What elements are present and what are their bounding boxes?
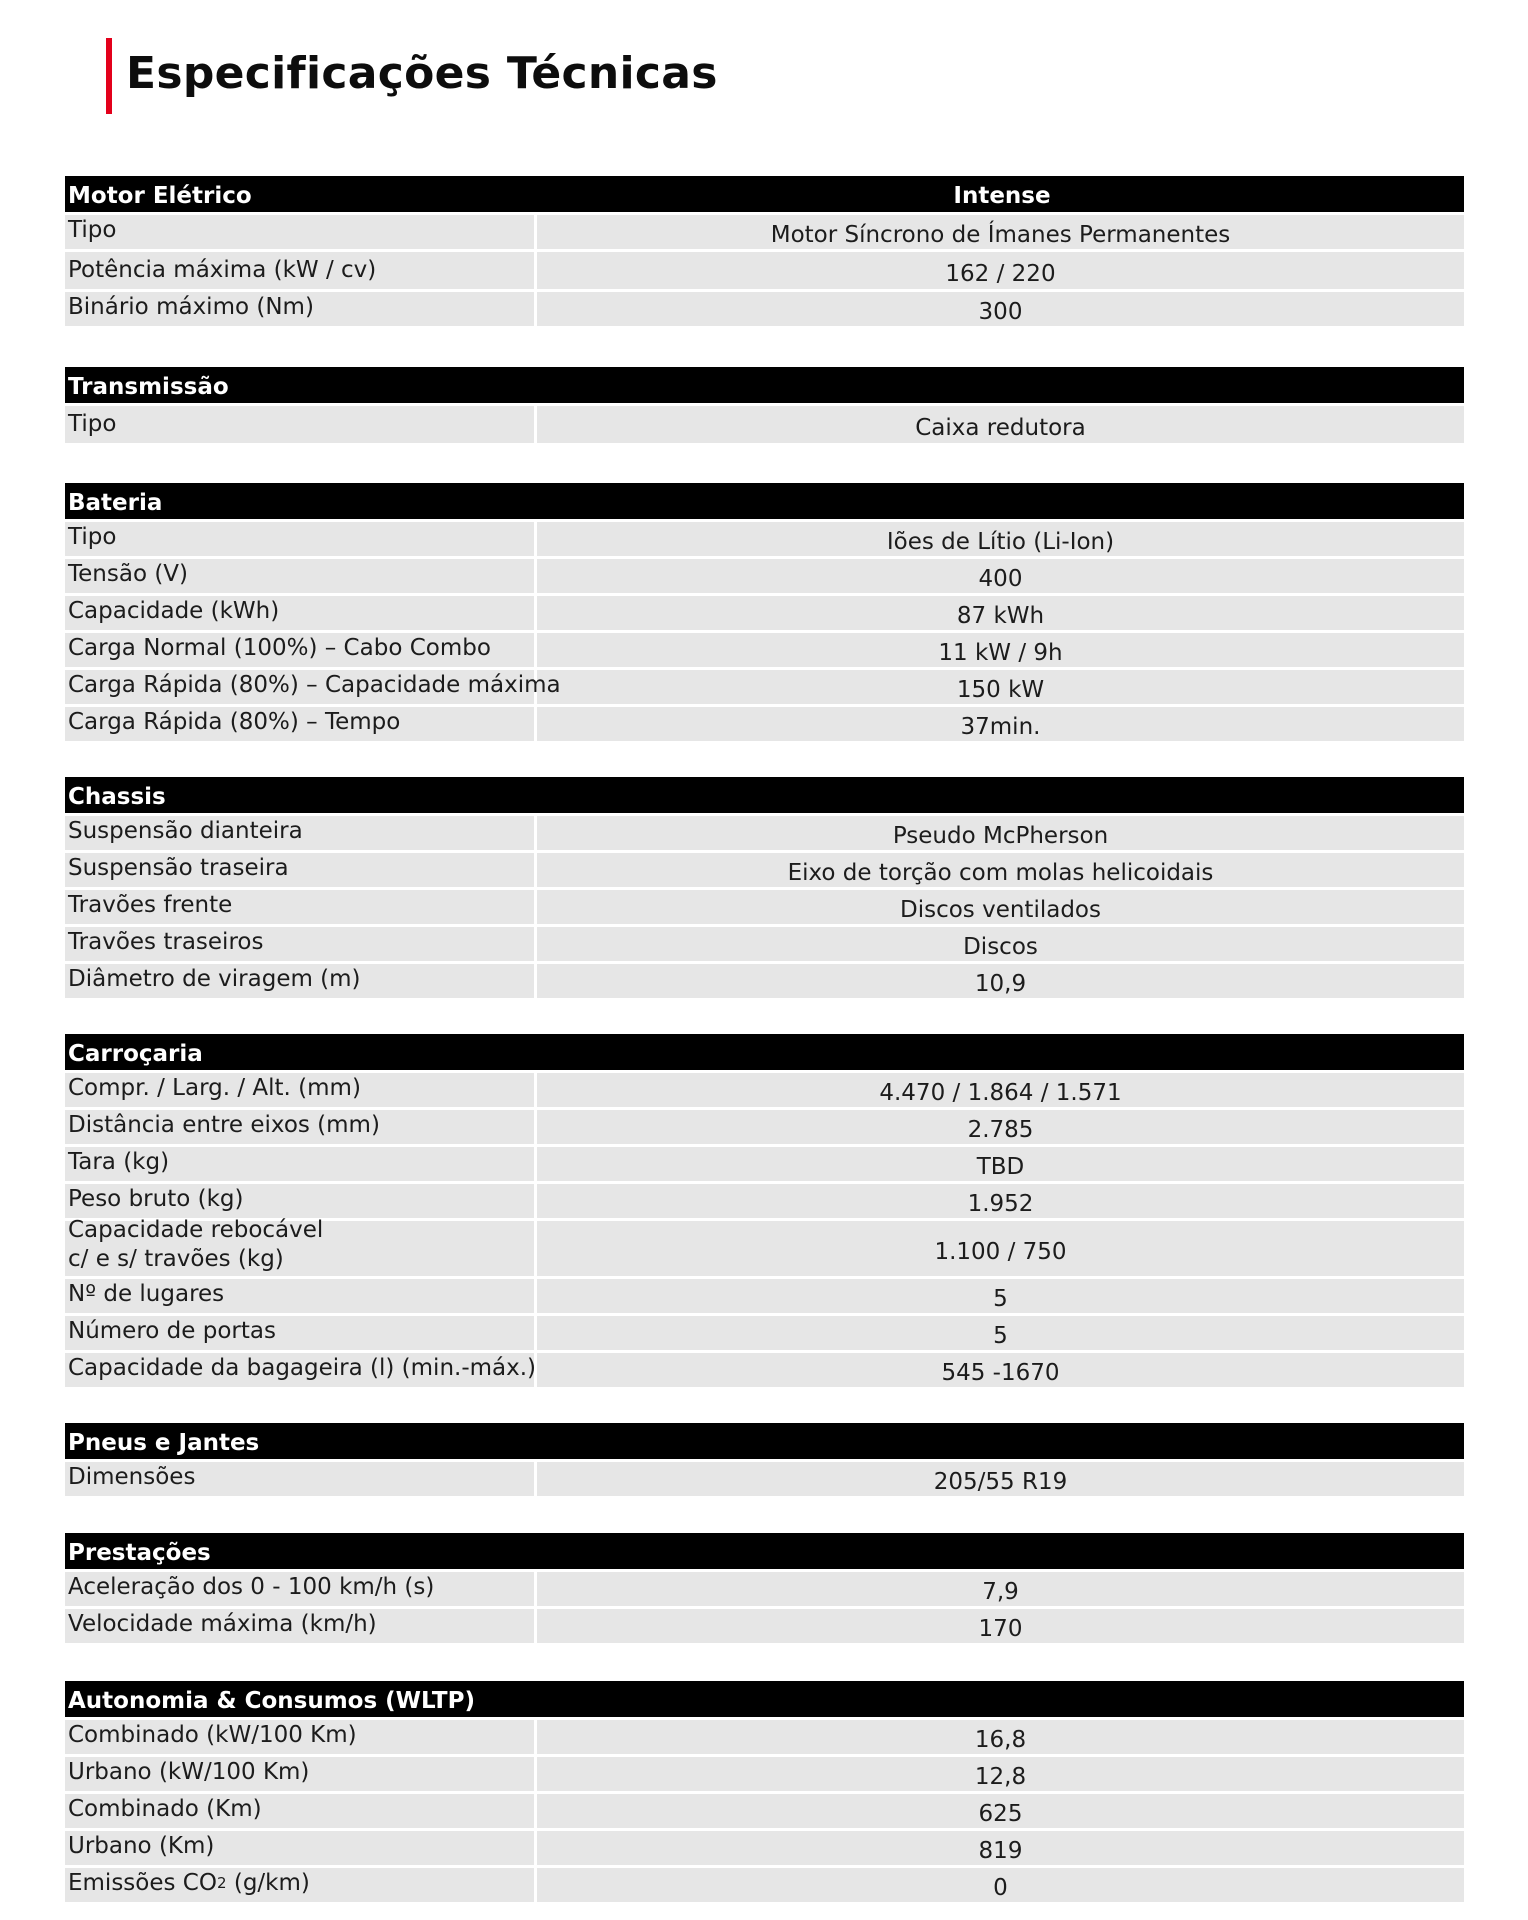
spec-row — [65, 403, 1464, 443]
spec-row — [65, 667, 1464, 704]
spec-row — [65, 1218, 1464, 1276]
spec-row — [65, 887, 1464, 924]
spec-value: 1.952 — [967, 1191, 1034, 1217]
spec-value: 2.785 — [967, 1117, 1034, 1143]
spec-label: Dimensões — [65, 1462, 537, 1496]
spec-label: Potência máxima (kW / cv) — [65, 252, 537, 289]
spec-value: 162 / 220 — [945, 260, 1056, 287]
section-title: Transmissão — [68, 374, 229, 400]
section-bateria — [65, 483, 1464, 741]
spec-value: 11 kW / 9h — [938, 640, 1063, 666]
spec-row — [65, 1459, 1464, 1496]
spec-row — [65, 924, 1464, 961]
spec-value: Discos — [963, 934, 1038, 960]
spec-label: Diâmetro de viragem (m) — [65, 964, 537, 998]
section-title: Motor Elétrico — [68, 183, 252, 209]
spec-value: 16,8 — [974, 1727, 1027, 1753]
spec-label: Carga Normal (100%) – Cabo Combo — [65, 633, 537, 667]
spec-value: 5 — [993, 1286, 1008, 1312]
spec-value: 1.100 / 750 — [934, 1238, 1067, 1265]
section-title: Prestações — [68, 1540, 211, 1566]
spec-value: 4.470 / 1.864 / 1.571 — [879, 1080, 1122, 1106]
spec-row — [65, 1606, 1464, 1643]
section-header — [65, 367, 1464, 403]
title-accent-bar — [106, 38, 112, 114]
page-title: Especificações Técnicas — [126, 48, 718, 99]
section-header — [65, 1533, 1464, 1569]
spec-label: Travões traseiros — [65, 927, 537, 961]
subscript-two: 2 — [216, 1874, 227, 1892]
section-header — [65, 1681, 1464, 1717]
section-pneus-jantes — [65, 1423, 1464, 1496]
spec-label: Velocidade máxima (km/h) — [65, 1609, 537, 1643]
spec-label: Combinado (Km) — [65, 1794, 537, 1828]
spec-row — [65, 212, 1464, 249]
spec-row — [65, 249, 1464, 289]
spec-value: 400 — [978, 566, 1023, 592]
spec-value: 10,9 — [974, 971, 1027, 997]
spec-label: Tipo — [65, 406, 537, 443]
spec-value: 819 — [978, 1838, 1023, 1864]
spec-value: 12,8 — [974, 1764, 1027, 1790]
spec-row — [65, 1276, 1464, 1313]
spec-value: 0 — [993, 1875, 1008, 1901]
spec-label: Urbano (kW/100 Km) — [65, 1757, 537, 1791]
spec-value: 170 — [978, 1616, 1023, 1642]
spec-row — [65, 1754, 1464, 1791]
spec-label: Tipo — [65, 522, 537, 556]
spec-row — [65, 1107, 1464, 1144]
section-motor-eletrico — [65, 176, 1464, 326]
section-autonomia-consumos — [65, 1681, 1464, 1902]
spec-value: 300 — [978, 299, 1023, 325]
spec-row — [65, 1791, 1464, 1828]
spec-label: Nº de lugares — [65, 1279, 537, 1313]
section-header — [65, 176, 1464, 212]
spec-label: Capacidade (kWh) — [65, 596, 537, 630]
spec-value: Caixa redutora — [915, 414, 1086, 441]
spec-value: Motor Síncrono de Ímanes Permanentes — [770, 222, 1231, 248]
spec-label — [65, 1217, 537, 1276]
spec-row — [65, 1313, 1464, 1350]
spec-label-text: Emissões CO — [68, 1870, 217, 1896]
spec-row — [65, 961, 1464, 998]
spec-label: Travões frente — [65, 890, 537, 924]
spec-label: Tensão (V) — [65, 559, 537, 593]
spec-row — [65, 630, 1464, 667]
spec-value: Pseudo McPherson — [892, 823, 1109, 849]
spec-value: Discos ventilados — [900, 897, 1101, 923]
section-header — [65, 1034, 1464, 1070]
spec-value: 37min. — [960, 714, 1041, 740]
spec-value: 7,9 — [982, 1579, 1019, 1605]
spec-label: Urbano (Km) — [65, 1831, 537, 1865]
spec-value: 205/55 R19 — [933, 1469, 1068, 1495]
spec-value: TBD — [976, 1154, 1025, 1180]
spec-row — [65, 1070, 1464, 1107]
spec-label: Compr. / Larg. / Alt. (mm) — [65, 1073, 537, 1107]
spec-label: Carga Rápida (80%) – Tempo — [65, 707, 537, 741]
section-title: Pneus e Jantes — [68, 1430, 260, 1456]
spec-label: Combinado (kW/100 Km) — [65, 1720, 537, 1754]
section-carrocaria — [65, 1034, 1464, 1387]
spec-label-line: Capacidade rebocável — [68, 1217, 324, 1243]
section-title: Carroçaria — [68, 1041, 203, 1067]
spec-row — [65, 704, 1464, 741]
spec-value: 87 kWh — [956, 603, 1045, 629]
section-chassis — [65, 777, 1464, 998]
section-header — [65, 483, 1464, 519]
spec-label: Suspensão traseira — [65, 853, 537, 887]
spec-label: Suspensão dianteira — [65, 816, 537, 850]
spec-label: Carga Rápida (80%) – Capacidade máxima — [65, 670, 537, 704]
spec-value: 5 — [993, 1323, 1008, 1349]
spec-label: Aceleração dos 0 - 100 km/h (s) — [65, 1572, 537, 1606]
spec-row — [65, 289, 1464, 326]
spec-row — [65, 1828, 1464, 1865]
spec-label — [65, 1868, 537, 1902]
spec-row — [65, 813, 1464, 850]
spec-label: Tipo — [65, 215, 537, 249]
spec-value: 625 — [978, 1801, 1023, 1827]
spec-value: 150 kW — [956, 677, 1045, 703]
spec-row — [65, 850, 1464, 887]
spec-row — [65, 519, 1464, 556]
spec-row — [65, 556, 1464, 593]
spec-label-unit: (g/km) — [226, 1870, 310, 1896]
spec-value: Iões de Lítio (Li-Ion) — [886, 529, 1115, 555]
version-column-header: Intense — [953, 183, 1051, 209]
spec-row — [65, 1569, 1464, 1606]
spec-label: Número de portas — [65, 1316, 537, 1350]
section-transmissao — [65, 367, 1464, 443]
section-prestacoes — [65, 1533, 1464, 1643]
section-header — [65, 1423, 1464, 1459]
spec-row — [65, 1181, 1464, 1218]
spec-row — [65, 593, 1464, 630]
spec-label-line: c/ e s/ travões (kg) — [68, 1246, 284, 1272]
spec-value: 545 -1670 — [941, 1360, 1060, 1386]
section-title: Bateria — [68, 490, 163, 516]
spec-row — [65, 1350, 1464, 1387]
section-title: Autonomia & Consumos (WLTP) — [68, 1688, 475, 1714]
spec-row — [65, 1144, 1464, 1181]
spec-label: Capacidade da bagageira (l) (min.-máx.) — [65, 1353, 537, 1387]
spec-row — [65, 1865, 1464, 1902]
spec-label: Binário máximo (Nm) — [65, 292, 537, 326]
spec-label: Peso bruto (kg) — [65, 1184, 537, 1218]
spec-label: Tara (kg) — [65, 1147, 537, 1181]
section-title: Chassis — [68, 784, 166, 810]
spec-row — [65, 1717, 1464, 1754]
section-header — [65, 777, 1464, 813]
spec-value: Eixo de torção com molas helicoidais — [787, 860, 1214, 886]
spec-label: Distância entre eixos (mm) — [65, 1110, 537, 1144]
